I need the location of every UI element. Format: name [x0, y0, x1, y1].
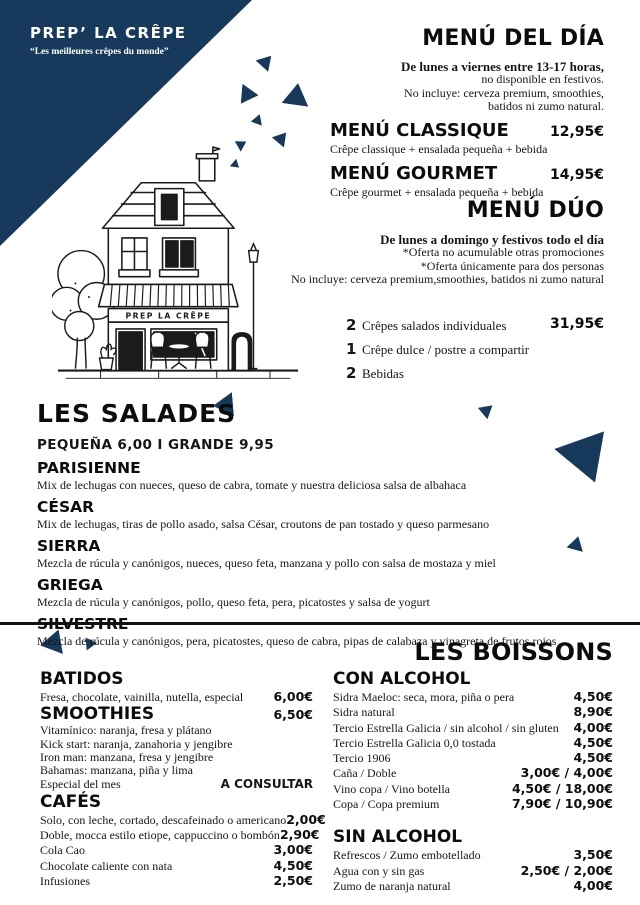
drink-row — [333, 863, 613, 878]
drink-price: 4,00€ — [573, 719, 613, 735]
menu-duo-include-row — [346, 340, 604, 358]
drink-row — [333, 765, 613, 780]
sin-alcohol-title: SIN ALCOHOL — [333, 827, 463, 848]
include-qty: 1 — [346, 339, 357, 358]
smoothie-flavor: Bahamas: manzana, piña y lima — [40, 763, 193, 778]
drink-price: 4,50€ — [273, 857, 313, 873]
drink-price: 3,50€ — [573, 847, 613, 863]
drink-row — [333, 847, 613, 862]
smoothies-title: SMOOTHIES — [40, 704, 155, 725]
smoothie-flavor: Iron man: manzana, fresa y jengibre — [40, 749, 214, 764]
salad-name: CÉSAR — [37, 498, 95, 516]
include-qty: 2 — [346, 363, 357, 382]
drink-row — [40, 827, 320, 843]
drink-price: 6,00€ — [273, 689, 313, 704]
triangle-decoration-icon — [282, 81, 312, 107]
drink-text: Tercio Estrella Galicia / sin alcohol / sin gluten — [333, 720, 559, 735]
triangle-decoration-icon — [272, 127, 293, 147]
salad-item — [37, 498, 632, 531]
brand-logo — [30, 24, 187, 57]
smoothie-flavor: Kick start: naranja, zanahoria y jengibre — [40, 736, 233, 751]
drink-row — [333, 878, 613, 893]
menu-duo-note: No incluye: cerveza premium,smoothies, batidos ni zumo natural — [291, 272, 604, 287]
drink-row — [333, 720, 613, 735]
boissons-right-column — [333, 670, 613, 893]
menu-duo-note: *Oferta únicamente para dos personas — [420, 258, 604, 273]
drink-price: 3,00€ — [273, 842, 313, 858]
drink-price: 4,50€ — [573, 750, 613, 766]
brand-name: PREP’ LA CRÊPE — [30, 24, 187, 42]
drink-text: Chocolate caliente con nata — [40, 858, 173, 873]
menu-del-dia-title: MENÚ DEL DÍA — [422, 26, 604, 51]
drink-price: 2,50€ / 2,00€ — [520, 862, 613, 878]
menu-del-dia-note: no disponible en festivos. — [481, 72, 604, 87]
menu-del-dia-section — [330, 26, 604, 200]
include-qty: 2 — [346, 315, 357, 334]
drink-price: 7,90€ / 10,90€ — [511, 796, 613, 812]
drink-text: Sidra natural — [333, 705, 395, 720]
salad-desc: Mezcla de rúcula y canónigos, nueces, queso feta, manzana y pollo con salsa de mostaza y miel — [37, 556, 496, 570]
drink-text: Doble, mocca estilo etiope, cappuccino o bombón — [40, 828, 280, 843]
drink-text: Fresa, chocolate, vainilla, nutella, especial — [40, 690, 244, 704]
menu-item-price: 12,95€ — [549, 123, 604, 140]
boissons-title: LES BOISSONS — [414, 638, 613, 666]
batidos-title: BATIDOS — [40, 669, 124, 689]
drink-text: Copa / Copa premium — [333, 797, 440, 812]
salad-desc: Mix de lechugas con nueces, queso de cabra, tomate y nuestra deliciosa salsa de albahaca — [37, 478, 467, 492]
menu-duo-include-row — [346, 364, 604, 382]
brand-tagline: “Les meilleures crêpes du monde” — [30, 47, 169, 57]
salad-name: PARISIENNE — [37, 459, 141, 477]
smoothies-price: 6,50€ — [273, 707, 313, 723]
awning-sign-text: PREP LA CRÊPE — [125, 311, 212, 321]
creperie-illustration — [52, 146, 304, 388]
salad-desc: Mezcla de rúcula y canónigos, pera, picatostes, queso de cabra, pipas de calabaza y vinagreta de frutos rojos — [37, 634, 557, 648]
salades-section — [37, 399, 632, 648]
menu-duo-includes — [346, 316, 604, 382]
drink-row — [40, 858, 313, 873]
menu-item — [330, 163, 604, 200]
menu-del-dia-note: No incluye: cerveza premium, smoothies, — [404, 85, 604, 100]
salad-item — [37, 576, 632, 609]
drink-price: 4,50€ — [573, 734, 613, 750]
drink-price: 3,00€ / 4,00€ — [520, 765, 613, 781]
menu-duo-schedule: De lunes a domingo y festivos todo el día — [380, 232, 604, 247]
boissons-left-column — [40, 669, 326, 888]
drink-text: Infusiones — [40, 873, 90, 888]
triangle-decoration-icon — [251, 112, 266, 126]
drink-text: Especial del mes — [40, 777, 121, 792]
salades-sizes: PEQUEÑA 6,00 I GRANDE 9,95 — [37, 437, 275, 453]
drink-price: 4,50€ — [573, 689, 613, 704]
menu-duo-section — [280, 198, 604, 388]
section-divider — [0, 622, 640, 625]
menu-duo-price: 31,95€ — [549, 315, 604, 332]
drink-text: Sidra Maeloc: seca, mora, piña o pera — [333, 690, 515, 704]
salad-name: GRIEGA — [37, 576, 103, 594]
drink-price: 8,90€ — [573, 704, 613, 720]
menu-duo-note: *Oferta no acumulable otras promociones — [402, 245, 604, 260]
drink-price: 2,00€ — [286, 811, 326, 827]
drink-text: Solo, con leche, cortado, descafeinado o americano — [40, 812, 287, 827]
drink-row — [333, 781, 613, 796]
menu-item-name: MENÚ CLASSIQUE — [330, 119, 509, 141]
triangle-decoration-icon — [255, 50, 277, 72]
drink-row — [333, 796, 613, 811]
include-text: Crêpe dulce / postre a compartir — [362, 341, 530, 357]
salad-item — [37, 537, 632, 570]
drink-price: 4,50€ / 18,00€ — [511, 780, 613, 796]
salades-title: LES SALADES — [37, 399, 237, 428]
include-text: Crêpes salados individuales — [362, 317, 507, 333]
triangle-decoration-icon — [241, 84, 260, 105]
salad-desc: Mezcla de rúcula y canónigos, pollo, queso feta, pera, picatostes y salsa de yogurt — [37, 595, 430, 609]
drink-text: Zumo de naranja natural — [333, 878, 451, 893]
drink-text: Vino copa / Vino botella — [333, 781, 450, 796]
drink-text: Caña / Doble — [333, 766, 397, 781]
drink-text: Refrescos / Zumo embotellado — [333, 848, 481, 863]
drink-text: Tercio 1906 — [333, 751, 391, 766]
salad-name: SIERRA — [37, 537, 101, 555]
salad-desc: Mix de lechugas, tiras de pollo asado, salsa César, croutons de pan tostado y queso parmesano — [37, 517, 490, 531]
drink-row — [333, 735, 613, 750]
menu-del-dia-note: batidos ni zumo natural. — [488, 99, 604, 114]
salad-item — [37, 459, 632, 492]
drink-text: Agua con y sin gas — [333, 863, 425, 878]
drink-text: Tercio Estrella Galicia 0,0 tostada — [333, 735, 496, 750]
menu-item — [330, 120, 604, 157]
drink-price: 2,50€ — [273, 872, 313, 888]
drink-row — [333, 704, 613, 719]
drink-text: Cola Cao — [40, 843, 85, 858]
drink-row — [40, 842, 313, 857]
smoothie-flavor: Vitamínico: naranja, fresa y plátano — [40, 723, 212, 738]
drink-price: 4,00€ — [573, 877, 613, 893]
menu-item-desc: Crêpe classique + ensalada pequeña + bebida — [330, 141, 548, 156]
drink-row — [40, 777, 313, 791]
menu-item-desc: Crêpe gourmet + ensalada pequeña + bebida — [330, 184, 544, 199]
include-text: Bebidas — [362, 365, 404, 381]
drink-price: 2,90€ — [279, 827, 320, 843]
drink-row — [40, 689, 313, 704]
cafes-title: CAFÉS — [40, 791, 102, 812]
drink-row — [40, 811, 326, 827]
drink-row — [333, 689, 613, 704]
drink-row — [40, 873, 313, 888]
drink-row — [333, 750, 613, 765]
menu-del-dia-schedule: De lunes a viernes entre 13-17 horas, — [400, 59, 604, 74]
consult-note: A CONSULTAR — [220, 777, 313, 792]
menu-item-price: 14,95€ — [549, 166, 604, 183]
menu-item-name: MENÚ GOURMET — [330, 162, 498, 184]
menu-duo-title: MENÚ DÚO — [466, 198, 604, 223]
con-alcohol-title: CON ALCOHOL — [333, 669, 471, 689]
